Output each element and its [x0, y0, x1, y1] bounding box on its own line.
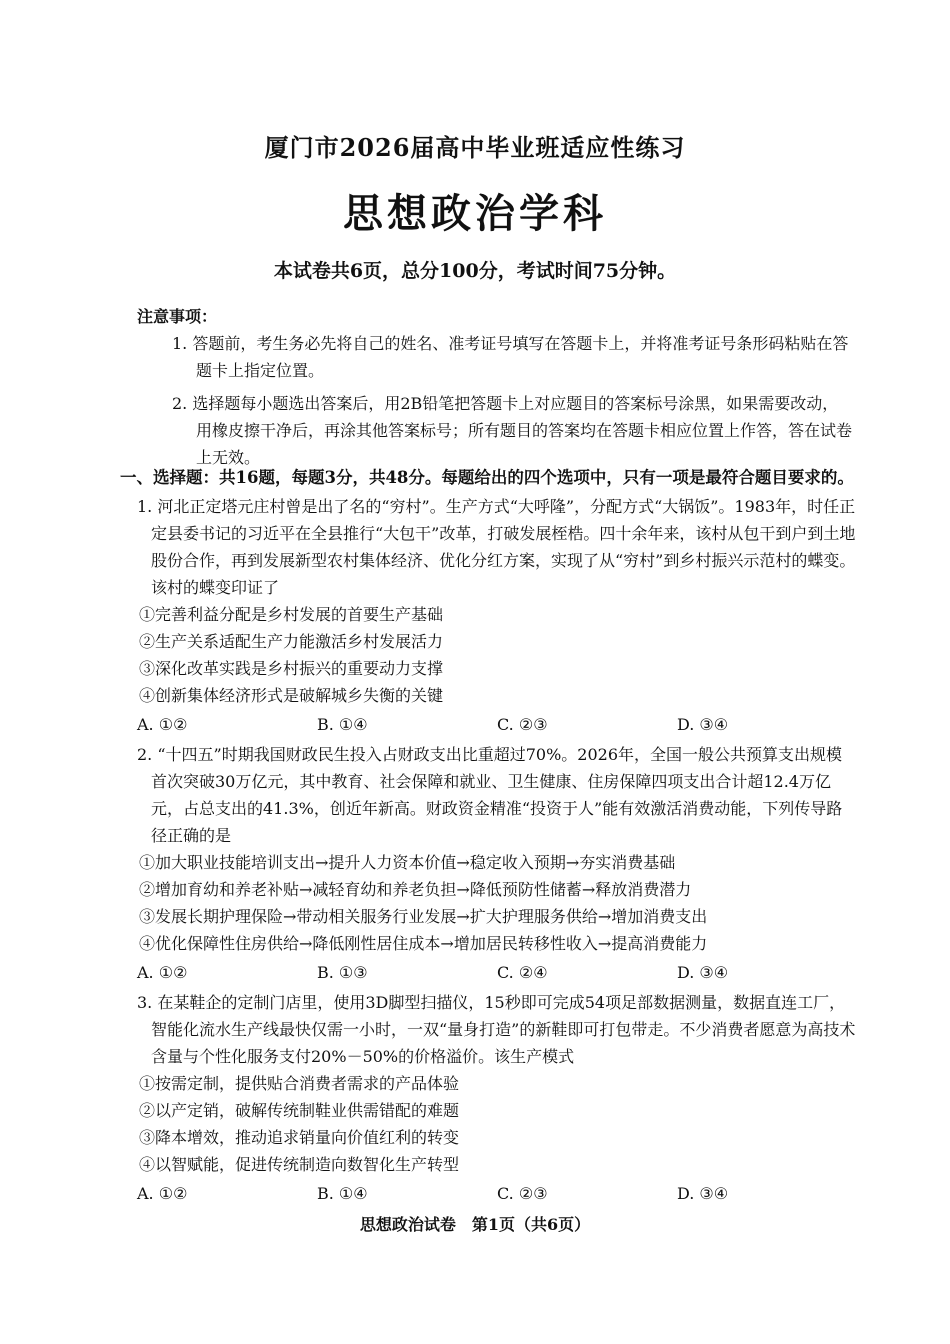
notice-heading: 注意事项：: [137, 307, 218, 326]
question-list: [137, 493, 857, 1210]
answer-choices: [137, 959, 857, 987]
choice-b: B. ①③: [317, 963, 368, 982]
choice-d: D. ③④: [677, 963, 729, 982]
answer-choices: [137, 711, 857, 739]
notice-list: [172, 330, 852, 473]
answer-choices: [137, 1180, 857, 1208]
question-option: ③发展长期护理保险→带动相关服务行业发展→扩大护理服务供给→增加消费支出: [139, 907, 708, 926]
question-option: ①完善利益分配是乡村发展的首要生产基础: [139, 605, 444, 624]
subject-title: 思想政治学科: [343, 191, 607, 237]
question-2: [137, 741, 857, 987]
question-option: ②以产定销，破解传统制鞋业供需错配的难题: [139, 1101, 460, 1120]
exam-title: 厦门市2026届高中毕业班适应性练习: [264, 133, 686, 162]
question-option: ①按需定制，提供贴合消费者需求的产品体验: [139, 1074, 460, 1093]
choice-a: A. ①②: [137, 715, 188, 734]
choice-c: C. ②③: [497, 1184, 548, 1203]
notice-item-1: 1. 答题前，考生务必先将自己的姓名、准考证号填写在答题卡上，并将准考证号条形码粘贴在答题卡上指定位置。: [172, 334, 849, 380]
choice-b: B. ①④: [317, 715, 368, 734]
question-stem: 3. 在某鞋企的定制门店里，使用3D脚型扫描仪，15秒即可完成54项足部数据测量，数据直连工厂，智能化流水生产线最快仅需一小时，一双“量身打造”的新鞋即可打包带走。不少消费者愿意为高技术含量与个性化服务支付20%－50%的价格溢价。该生产模式: [137, 993, 856, 1066]
question-option: ④优化保障性住房供给→降低刚性居住成本→增加居民转移性收入→提高消费能力: [139, 934, 708, 953]
choice-b: B. ①④: [317, 1184, 368, 1203]
question-option: ③深化改革实践是乡村振兴的重要动力支撑: [139, 659, 444, 678]
question-option: ①加大职业技能培训支出→提升人力资本价值→稳定收入预期→夯实消费基础: [139, 853, 676, 872]
choice-a: A. ①②: [137, 1184, 188, 1203]
choice-a: A. ①②: [137, 963, 188, 982]
question-option: ④创新集体经济形式是破解城乡失衡的关键: [139, 686, 444, 705]
question-stem: 1. 河北正定塔元庄村曾是出了名的“穷村”。生产方式“大呼隆”，分配方式“大锅饭”。1983年，时任正定县委书记的习近平在全县推行“大包干”改革，打破发展桎梏。四十余年来，该村从包干到户到土地股份合作，再到发展新型农村集体经济、优化分红方案，实现了从“穷村”到乡村振兴示范村的蝶变。该村的蝶变印证了: [137, 497, 856, 597]
question-stem: 2. “十四五”时期我国财政民生投入占财政支出比重超过70%。2026年，全国一般公共预算支出规模首次突破30万亿元，其中教育、社会保障和就业、卫生健康、住房保障四项支出合计超12.4万亿元，占总支出的41.3%，创近年新高。财政资金精准“投资于人”能有效激活消费动能，下列传导路径正确的是: [137, 745, 843, 845]
notice-item-2: 2. 选择题每小题选出答案后，用2B铅笔把答题卡上对应题目的答案标号涂黑，如果需要改动，用橡皮擦干净后，再涂其他答案标号；所有题目的答案均在答题卡相应位置上作答，答在试卷上无效。: [172, 394, 853, 467]
choice-c: C. ②④: [497, 963, 548, 982]
question-option: ③降本增效，推动追求销量向价值红利的转变: [139, 1128, 460, 1147]
exam-info: 本试卷共6页，总分100分，考试时间75分钟。: [273, 260, 677, 282]
question-3: [137, 989, 857, 1208]
question-1: [137, 493, 857, 739]
choice-d: D. ③④: [677, 1184, 729, 1203]
choice-d: D. ③④: [677, 715, 729, 734]
section-heading: 一、选择题：共16题，每题3分，共48分。每题给出的四个选项中，只有一项是最符合题目要求的。: [120, 468, 854, 487]
question-option: ②增加育幼和养老补贴→减轻育幼和养老负担→降低预防性储蓄→释放消费潜力: [139, 880, 692, 899]
question-option: ②生产关系适配生产力能激活乡村发展活力: [139, 632, 444, 651]
question-option: ④以智赋能，促进传统制造向数智化生产转型: [139, 1155, 460, 1174]
page-footer: 思想政治试卷 第1页（共6页）: [359, 1215, 591, 1234]
choice-c: C. ②③: [497, 715, 548, 734]
